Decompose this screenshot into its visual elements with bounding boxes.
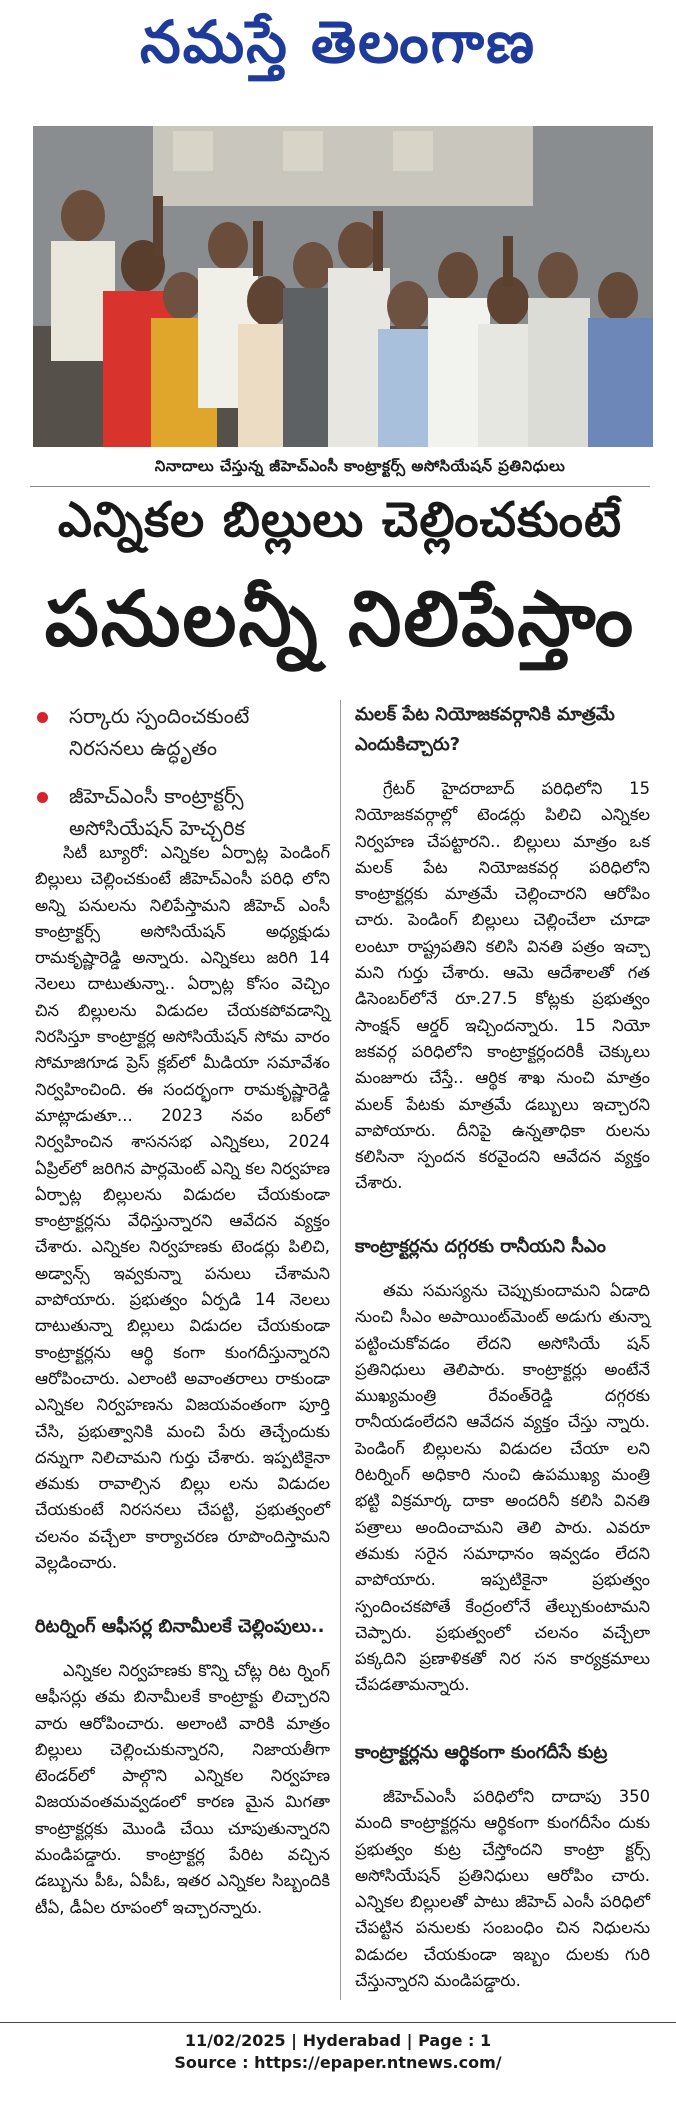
column-divider: [340, 700, 341, 2000]
right-subheading-2-text: కాంట్రాక్టర్లను దగ్గరకు రానీయని సీఎం: [355, 1236, 606, 1257]
right-column-2: [355, 1278, 650, 1699]
highlights: [35, 700, 330, 860]
news-photo: [33, 126, 653, 447]
right-subheading-3-text: కాంట్రాక్టర్లను ఆర్థికంగా కుంగదీసే కుట్ర: [355, 1742, 608, 1763]
headline-line-2: పనులన్నీ నిలిపేస్తాం: [44, 574, 636, 663]
left-subheading-text: రిటర్నింగ్ ఆఫీసర్ల బినామీలకే చెల్లింపులు..: [35, 1616, 325, 1637]
left-subheading: [35, 1612, 340, 1642]
right-paragraph-1: గ్రేటర్ హైదరాబాద్ పరిధిలోని 15 నియోజకవర్గాల్లో టెండర్లు పిలిచి ఎన్నికల నిర్వహణ చేపట్టారని.. బిల్లులు మాత్రం ఒక మలక్ పేట నియోజకవర్గ పరిధిలోని కాంట్రాక్టర్లకు మాత్రమే చెల్లించారని ఆరోపిం చారు. పెండింగ్ బిల్లులు చెల్లించేలా చూడా లంటూ రాష్ట్రపతిని కలిసి వినతి పత్రం ఇచ్చా మని గుర్తు చేశారు. ఆమె ఆదేశాలతో గత డిసెంబర్‌లోనే రూ.27.5 కోట్లకు ప్రభుత్వం సాంక్షన్ ఆర్డర్ ఇచ్చిందన్నారు. 15 నియో జకవర్గ పరిధిలోని కాంట్రాక్టర్లందరికీ చెక్కులు మంజూరు చేస్తే.. ఆర్థిక శాఖ నుంచి మాత్రం మలక్ పేటకు మాత్రమే డబ్బులు ఇచ్చారని వాపోయారు. దీనిపై ఉన్నతాధికా రులను కలిసినా స్పందన కరవైందని ఆవేదన వ్యక్తం చేశారు.: [355, 779, 650, 1193]
right-column-1: [355, 776, 650, 1197]
right-subheading-1-text: మలక్‌ పేట నియోజకవర్గానికి మాత్రమే ఎందుకిచ్చారు?: [355, 704, 615, 755]
left-column: [35, 840, 330, 1576]
caption-divider: [30, 486, 650, 487]
right-subheading-3: [355, 1738, 650, 1768]
headline-line-1: ఎన్నికల బిల్లులు చెల్లించకుంటే: [57, 492, 623, 548]
right-column-3: [355, 1784, 650, 1994]
right-paragraph-2: తమ సమస్యను చెప్పుకుందామని ఏడాది నుంచి సీఎం అపాయింట్‌మెంట్ అడుగు తున్నా పట్టించుకోవడం లేదని అసోసియే షన్ ప్రతినిధులు తెలిపారు. కాంట్రాక్టర్లు అంటేనే ముఖ్యమంత్రి రేవంత్‌రెడ్డి దగ్గరకు రానీయడంలేదని ఆవేదన వ్యక్తం చేస్తు న్నారు. పెండింగ్ బిల్లులను విడుదల చేయా లని రిటర్నింగ్ అధికారి నుంచి ఉపముఖ్య మంత్రి భట్టి విక్రమార్క దాకా అందరినీ కలిసి వినతి పత్రాలు అందించామని తెలి పారు. ఎవరూ తమకు సరైన సమాధానం ఇవ్వడం లేదని వాపోయారు. ఇప్పటికైనా ప్రభుత్వం స్పందించకపోతే కేంద్రంలోనే తేల్చుకుంటామని చెప్పారు. ప్రభుత్వంలో చలనం వచ్చేలా పక్కదిని ప్రణాళికతో నిర సన కార్యక్రమాలు చేపడతామన్నారు.: [355, 1281, 650, 1695]
left-paragraph-2: ఎన్నికల నిర్వహణకు కొన్ని చోట్ల రిట ర్నింగ్ ఆఫీసర్లు తమ బినామీలకే కాంట్రాక్టు లిచ్చారని వారు ఆరోపించారు. అలాంటి వారికి మాత్రం బిల్లులు చెల్లించుకున్నారని, నిజాయతీగా టెండర్‌లో పాల్గొని ఎన్నికల నిర్వహణ విజయవంతమవ్వడంలో కారణ మైన మిగతా కాంట్రాక్టర్లకు మొండి చేయి చూపుతున్నారని మండిపడ్డారు. కాంట్రాక్టర్ల పేరిట వచ్చిన డబ్బును పీఓ, ఏపీఓ, ఇతర ఎన్నికల సిబ్బందికి టీఏ, డీఏల రూపంలో ఇచ్చారన్నారు.: [35, 1661, 330, 1917]
footer-date-line: 11/02/2025 | Hyderabad | Page : 1: [184, 2031, 492, 2050]
photo-caption: నినాదాలు చేస్తున్న జీహెచ్ఎంసీ కాంట్రాక్టర్స్ అసోసియేషన్ ప్రతినిధులు: [154, 457, 566, 475]
left-paragraph-1: సిటీ బ్యూరో: ఎన్నికల ఏర్పాట్ల పెండింగ్ బిల్లులు చెల్లించకుంటే జీహెచ్ఎంసీ పరిధి లోని అన్ని పనులను నిలిపేస్తామని జీహెచ్ ఎంసీ కాంట్రాక్టర్స్ అసోసియేషన్ అధ్యక్షుడు రామకృష్ణారెడ్డి అన్నారు. ఎన్నికలు జరిగి 14 నెలలు దాటుతున్నా.. ఏర్పాట్ల కోసం వెచ్చిం చిన బిల్లులను విడుదల చేయకపోవడాన్ని నిరసిస్తూ కాంట్రాక్టర్ల అసోసియేషన్ సోమ వారం సోమాజిగూడ ప్రెస్ క్లబ్‌లో మీడియా సమావేశం నిర్వహించింది. ఈ సందర్భంగా రామకృష్ణారెడ్డి మాట్లాడుతూ... 2023 నవం బర్‌లో నిర్వహించిన శాసనసభ ఎన్నికలు, 2024 ఏప్రిల్‌లో జరిగిన పార్లమెంట్ ఎన్ని కల నిర్వహణ ఏర్పాట్ల బిల్లులను విడుదల చేయకుండా కాంట్రాక్టర్లను వేధిస్తున్నారని ఆవేదన వ్యక్తం చేశారు. ఎన్నికల నిర్వహణకు టెండర్లు పిలిచి, అడ్వాన్స్ ఇవ్వకున్నా పనులు చేశామని వాపోయారు. ప్రభుత్వం ఏర్పడి 14 నెలలు దాటుతున్నా బిల్లులు విడుదల చేయకుండా కాంట్రాక్టర్లను ఆర్థి కంగా కుంగదీస్తున్నారని ఆరోపించారు. ఎలాంటి అవాంతరాలు రాకుండా ఎన్నికల నిర్వహణను విజయవంతంగా పూర్తి చేసి, ప్రభుత్వానికి మంచి పేరు తెచ్చేందుకు దన్నుగా నిలిచామని గుర్తు చేశారు. ఇప్పటికైనా తమకు రావాల్సిన బిల్లు లను విడుదల చేయకుంటే నిరసనలు చేపట్టి, ప్రభుత్వంలో చలనం వచ్చేలా కార్యాచరణ రూపొందిస్తామని వెల్లడించారు.: [35, 843, 330, 1573]
right-paragraph-3: జీహెచ్ఎంసీ పరిధిలోని దాదాపు 350 మంది కాంట్రాక్టర్లను ఆర్థికంగా కుంగదీసేం దుకు ప్రభుత్వం కుట్ర చేస్తోందని కాంట్రా క్టర్స్ అసోసియేషన్ ప్రతినిధులు ఆరోపిం చారు. ఎన్నికల బిల్లులతో పాటు జీహెచ్ ఎంసీ పరిధిలో చేపట్టిన పనులకు సంబంధిం చిన నిధులను విడుదల చేయకుండా ఇబ్బం దులకు గురి చేస్తున్నారని మండిపడ్డారు.: [355, 1787, 650, 1991]
footer: [0, 2030, 676, 2074]
footer-divider: [0, 2022, 676, 2023]
highlight-item: సర్కారు స్పందించకుంటే నిరసనలు ఉద్ధృతం: [35, 700, 330, 764]
highlight-item: జీహెచ్ఎంసీ కాంట్రాక్టర్స్ అసోసియేషన్ హెచ్చరిక: [35, 780, 330, 844]
right-subheading-2: [355, 1232, 650, 1262]
newspaper-logo: నమస్తే తెలంగాణ: [140, 8, 536, 76]
right-subheading-1: [355, 700, 650, 760]
masthead: [0, 0, 676, 95]
footer-source-line[interactable]: Source : https://epaper.ntnews.com/: [174, 2053, 502, 2072]
left-column-2: [35, 1658, 330, 1921]
crowd-photo-illustration: [33, 126, 653, 447]
